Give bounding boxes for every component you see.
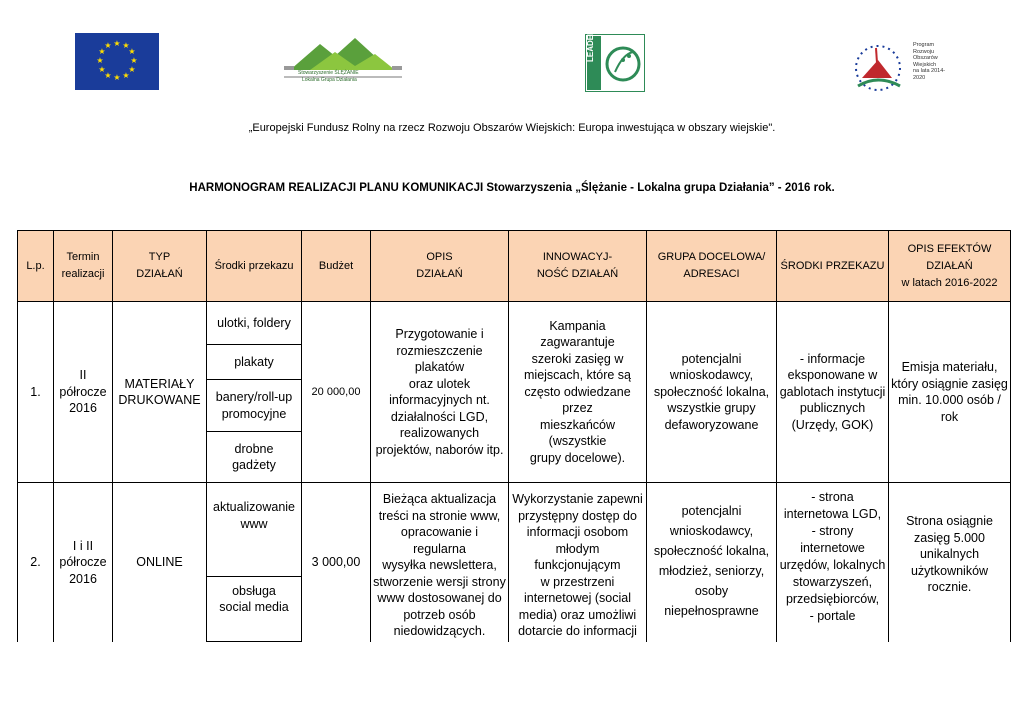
svg-text:★: ★ (104, 71, 112, 80)
row1-innow-line: często odwiedzane przez (524, 384, 631, 416)
svg-text:★: ★ (98, 65, 106, 74)
row1-opis-line: realizowanych (399, 426, 480, 440)
svg-text:★: ★ (113, 73, 121, 82)
row1-opis-line: oraz ulotek (408, 376, 471, 391)
row2-srodki-social-1: obsługa (232, 583, 276, 598)
svg-text:★: ★ (122, 41, 130, 50)
leader-logo-text: LEADER (586, 29, 595, 62)
row1-srodki-gadzety-2: gadżety (232, 458, 276, 472)
row2-termin-2: półrocze (59, 555, 107, 569)
row2-budzet: 3 000,00 (302, 483, 371, 642)
header-termin-1: Termin (66, 251, 100, 263)
header-lp: L.p. (18, 231, 54, 302)
row1-opis-line: rozmieszczenie plakatów (396, 343, 483, 374)
row1-srodki-ulotki: ulotki, foldery (207, 302, 302, 345)
row2-srodki2-line: stowarzyszeń, (792, 575, 873, 589)
row1-termin-3: 2016 (69, 401, 97, 416)
row2-opis-line: potrzeb osób (403, 607, 476, 622)
row2-typ: ONLINE (113, 483, 207, 642)
row1-srodki2-line: (Urzędy, GOK) (791, 417, 874, 432)
table-row (18, 302, 1011, 345)
row2-srodki-www-1: aktualizowanie (213, 500, 295, 514)
header-opis-1: OPIS (426, 251, 453, 263)
header-typ-2: DZIAŁAŃ (136, 268, 183, 280)
row1-opis-line: informacyjnych nt. (389, 393, 490, 407)
header-typ (113, 231, 207, 302)
row1-grupa-line: wszystkie grupy (667, 401, 756, 416)
row2-grupa-line: wnioskodawcy, (669, 524, 754, 538)
row2-innow-line: internetowej (social (524, 591, 631, 605)
sleza-lgd-logo (280, 30, 406, 96)
row1-opis (371, 302, 509, 483)
document-heading: HARMONOGRAM REALIZACJI PLANU KOMUNIKACJI Stowarzyszenia „Ślężanie - Lokalna grupa Działania” - 2016 rok. (189, 182, 835, 194)
row2-srodki2-line: urzędów, lokalnych (779, 558, 886, 572)
row1-typ (113, 302, 207, 483)
row2-opis-line: wysyłka newslettera, (382, 558, 497, 572)
row2-grupa-line: niepełnosprawne (664, 604, 759, 618)
row2-opis (371, 483, 509, 642)
svg-text:★: ★ (104, 41, 112, 50)
row2-efekty-line: zasięg 5.000 (914, 530, 985, 545)
row2-opis-line: stworzenie wersji strony (373, 574, 506, 589)
row1-lp: 1. (18, 302, 54, 483)
row2-efekty-line: unikalnych (919, 547, 980, 561)
row2-opis-line: opracowanie i regularna (400, 525, 479, 556)
row2-innow-line: przystępny dostęp do (518, 508, 637, 523)
row2-srodki2-line: internetowe (800, 541, 865, 555)
row1-innow-line: mieszkańców (wszystkie (539, 417, 616, 449)
row2-srodki2-line: - strony (811, 524, 854, 538)
row1-termin (54, 302, 113, 483)
header-srodki: Środki przekazu (207, 231, 302, 302)
header-grupa (647, 231, 777, 302)
svg-text:★: ★ (122, 71, 130, 80)
row1-innow-line: szeroki zasięg w (531, 351, 624, 366)
sleza-logo-text-1: Stowarzyszenie ŚLĘŻANIE (298, 70, 359, 76)
row1-innow-line: miejscach, które są (524, 368, 631, 383)
row2-srodki-social-2: social media (219, 600, 289, 615)
header-efekty-1: OPIS EFEKTÓW (907, 242, 992, 255)
eu-flag-logo (75, 33, 159, 90)
row2-innow-line: młodym funkcjonującym (534, 541, 621, 572)
row2-efekty (889, 483, 1011, 642)
row2-termin-3: 2016 (69, 571, 97, 586)
row1-efekty-line: Emisja materiału, (901, 360, 998, 374)
row2-opis-line: Bieżąca aktualizacja (382, 492, 497, 506)
row2-innow-line: dotarcie do informacji (518, 624, 637, 638)
svg-text:★: ★ (113, 39, 121, 48)
row2-grupa-line: osoby (694, 584, 729, 598)
table-row (18, 483, 1011, 577)
row2-opis-line: treści na stronie www, (378, 508, 501, 523)
row2-innow-line: w przestrzeni (540, 574, 615, 589)
row2-efekty-line: Strona osiągnie (906, 514, 993, 528)
row1-opis-line: działalności LGD, (390, 409, 489, 424)
row2-grupa-line: potencjalni (681, 504, 742, 518)
row1-grupa-line: potencjalni (681, 351, 742, 366)
row1-termin-1: II (79, 368, 87, 383)
row2-efekty-line: użytkowników (910, 563, 989, 578)
row1-efekty-line: min. 10.000 osób / (898, 393, 1001, 407)
row2-grupa-line: społeczność lokalna, (653, 544, 770, 558)
row1-grupa-line: społeczność lokalna, (653, 384, 770, 399)
header-efekty-2: DZIAŁAŃ (926, 259, 973, 272)
row2-innow (509, 483, 647, 642)
schedule-table (17, 230, 1011, 642)
row1-typ-1: MATERIAŁY (124, 376, 195, 391)
row1-srodki-banery-1: banery/roll-up (215, 390, 293, 404)
svg-text:★: ★ (128, 47, 136, 56)
header-innow-1: INNOWACYJ- (542, 251, 613, 263)
row2-innow-line: media) oraz umożliwi (518, 607, 637, 622)
header-innow (509, 231, 647, 302)
header-efekty (889, 231, 1011, 302)
header-efekty-3: w latach 2016-2022 (901, 276, 998, 289)
row1-innow-line: grupy docelowe). (529, 450, 626, 465)
header-termin (54, 231, 113, 302)
row2-grupa-line: młodzież, seniorzy, (658, 564, 765, 578)
header-opis-2: DZIAŁAŃ (416, 268, 463, 280)
row1-srodki-banery (207, 380, 302, 432)
row2-srodki-www-2: www (240, 516, 268, 531)
header-innow-2: NOŚĆ DZIAŁAŃ (536, 268, 619, 280)
prow-text-2: Rozwoju (913, 48, 935, 55)
row2-lp: 2. (18, 483, 54, 642)
row2-efekty-line: rocznie. (927, 580, 972, 594)
row1-termin-2: półrocze (59, 384, 107, 399)
header-srodki-przekazu: ŚRODKI PRZEKAZU (777, 231, 889, 302)
row1-srodki-gadzety (207, 432, 302, 483)
row1-opis-line: projektów, naborów itp. (375, 442, 504, 457)
row1-opis-line: Przygotowanie i (395, 327, 484, 341)
eafrd-quote: „Europejski Fundusz Rolny na rzecz Rozwoju Obszarów Wiejskich: Europa inwestująca w obszary wiejskie". (248, 122, 776, 134)
row1-grupa-line: defaworyzowane (664, 417, 759, 432)
row2-grupa (647, 483, 777, 642)
row1-innow-line: Kampania zagwarantuje (540, 318, 615, 350)
row2-opis-line: niedowidzących. (393, 624, 486, 638)
row2-termin (54, 483, 113, 642)
prow-logo-text (913, 42, 948, 81)
svg-text:★: ★ (128, 65, 136, 74)
row1-innow (509, 302, 647, 483)
row2-srodki-www (207, 483, 302, 577)
row2-innow-line: Wykorzystanie zapewni (512, 492, 643, 506)
row1-srodki2-line: eksponowane w (787, 368, 878, 383)
sleza-logo-text-2: Lokalna Grupa Działania (302, 77, 357, 83)
row2-srodki2-line: - portale (809, 609, 856, 623)
row2-opis-line: www dostosowanej do (377, 591, 502, 605)
row2-srodki2-line: internetowa LGD, (783, 507, 882, 521)
row1-srodki2-line: gablotach instytucji (779, 384, 886, 399)
row2-srodki2-line: - strona (811, 490, 854, 504)
svg-text:★: ★ (96, 56, 104, 65)
leader-logo (585, 29, 645, 92)
row2-termin-1: I i II (72, 538, 94, 553)
row1-srodki2-line: publicznych (799, 401, 866, 416)
row1-efekty-line: rok (940, 409, 959, 424)
prow-text-1: Program (913, 42, 935, 48)
row1-efekty-line: który osiągnie zasięg (891, 376, 1008, 391)
row1-srodki-gadzety-1: drobne (234, 441, 274, 456)
header-typ-1: TYP (148, 251, 171, 263)
row2-srodki-social (207, 576, 302, 641)
row2-innow-line: informacji osobom (526, 525, 629, 539)
header-opis (371, 231, 509, 302)
svg-text:★: ★ (130, 56, 138, 65)
prow-logo (848, 38, 948, 94)
svg-text:★: ★ (98, 47, 106, 56)
header-budzet: Budżet (302, 231, 371, 302)
header-termin-2: realizacji (61, 268, 105, 280)
row2-srodki2-line: przedsiębiorców, (785, 592, 880, 606)
header-grupa-2: ADRESACI (683, 268, 740, 280)
prow-text-4: Wiejskich (913, 61, 937, 68)
row1-srodki-plakaty: plakaty (207, 345, 302, 380)
row1-grupa-line: wnioskodawcy, (669, 368, 754, 383)
row1-srodki-przekazu (777, 302, 889, 483)
row1-typ-2: DRUKOWANE (118, 393, 201, 407)
prow-text-3: Obszarów (913, 55, 938, 61)
row1-efekty (889, 302, 1011, 483)
header-grupa-1: GRUPA DOCELOWA/ (657, 251, 766, 263)
prow-text-5: na lata 2014-2020 (913, 68, 946, 81)
row1-srodki2-line: - informacje (799, 351, 866, 366)
eu-stars-icon (75, 33, 159, 90)
row2-srodki-przekazu (777, 483, 889, 642)
row1-grupa (647, 302, 777, 483)
row1-budzet: 20 000,00 (302, 302, 371, 483)
row1-srodki-banery-2: promocyjne (221, 406, 287, 421)
table-header-row (18, 231, 1011, 302)
